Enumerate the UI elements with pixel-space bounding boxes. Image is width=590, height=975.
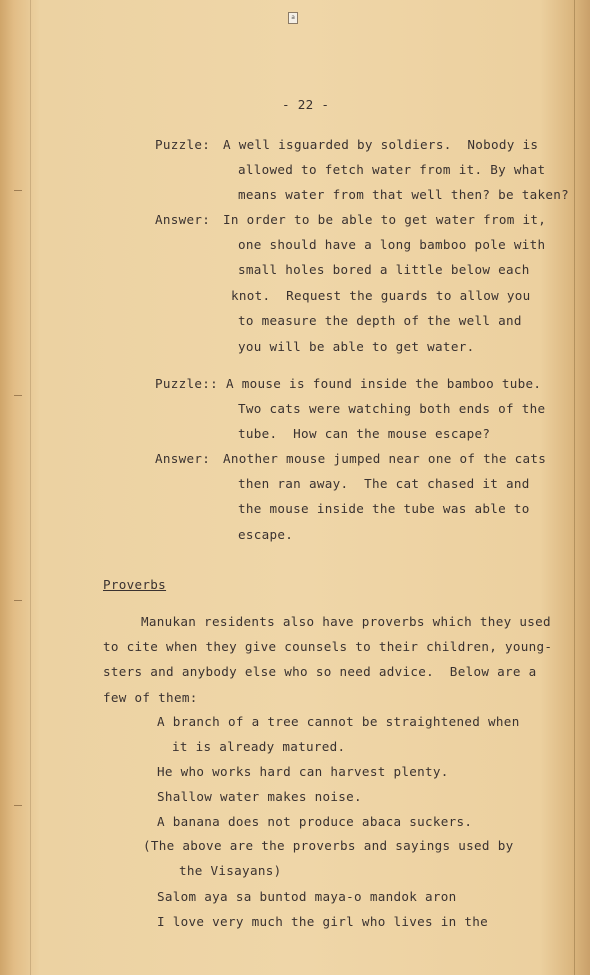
proverb-line: A branch of a tree cannot be straightened when xyxy=(157,714,520,729)
proverb-line: it is already matured. xyxy=(172,739,346,754)
binding-mark xyxy=(14,190,22,191)
proverb-line: A banana does not produce abaca suckers. xyxy=(157,814,473,829)
binding-mark xyxy=(14,600,22,601)
page-marker: a xyxy=(288,12,298,24)
riddle-line: you will be able to get water. xyxy=(238,339,475,354)
page-number: - 22 - xyxy=(282,97,330,112)
binding-mark xyxy=(14,395,22,396)
paragraph-line: sters and anybody else who so need advice. Below are a xyxy=(103,664,537,679)
riddle-line: allowed to fetch water from it. By what xyxy=(238,162,546,177)
riddle-line: Two cats were watching both ends of the xyxy=(238,401,546,416)
paragraph-line: to cite when they give counsels to their children, young- xyxy=(103,639,553,654)
riddle-label: Answer: xyxy=(155,212,211,227)
riddle-line: means water from that well then? be taken? xyxy=(238,187,570,202)
paragraph-line: few of them: xyxy=(103,690,198,705)
riddle-label: Puzzle:: xyxy=(155,376,219,391)
binding-mark xyxy=(14,805,22,806)
riddle-line: Another mouse jumped near one of the cats xyxy=(223,451,547,466)
paragraph-line: Manukan residents also have proverbs which they used xyxy=(141,614,551,629)
riddle-line: A mouse is found inside the bamboo tube. xyxy=(226,376,542,391)
riddle-line: knot. Request the guards to allow you xyxy=(231,288,531,303)
riddle-line: the mouse inside the tube was able to xyxy=(238,501,530,516)
page-fold-right xyxy=(574,0,575,975)
riddle-line: A well isguarded by soldiers. Nobody is xyxy=(223,137,539,152)
riddle-line: to measure the depth of the well and xyxy=(238,313,522,328)
riddle-line: small holes bored a little below each xyxy=(238,262,530,277)
proverb-line: (The above are the proverbs and sayings used by xyxy=(143,838,514,853)
riddle-line: one should have a long bamboo pole with xyxy=(238,237,546,252)
section-heading: Proverbs xyxy=(103,577,167,592)
proverb-line: Shallow water makes noise. xyxy=(157,789,362,804)
proverb-line: Salom aya sa buntod maya-o mandok aron xyxy=(157,889,457,904)
riddle-label: Answer: xyxy=(155,451,211,466)
riddle-line: then ran away. The cat chased it and xyxy=(238,476,530,491)
riddle-label: Puzzle: xyxy=(155,137,211,152)
riddle-line: escape. xyxy=(238,527,294,542)
riddle-line: tube. How can the mouse escape? xyxy=(238,426,491,441)
riddle-line: In order to be able to get water from it, xyxy=(223,212,547,227)
proverb-line: He who works hard can harvest plenty. xyxy=(157,764,449,779)
proverb-line: I love very much the girl who lives in the xyxy=(157,914,489,929)
page-fold-left xyxy=(30,0,31,975)
proverb-line: the Visayans) xyxy=(179,863,282,878)
